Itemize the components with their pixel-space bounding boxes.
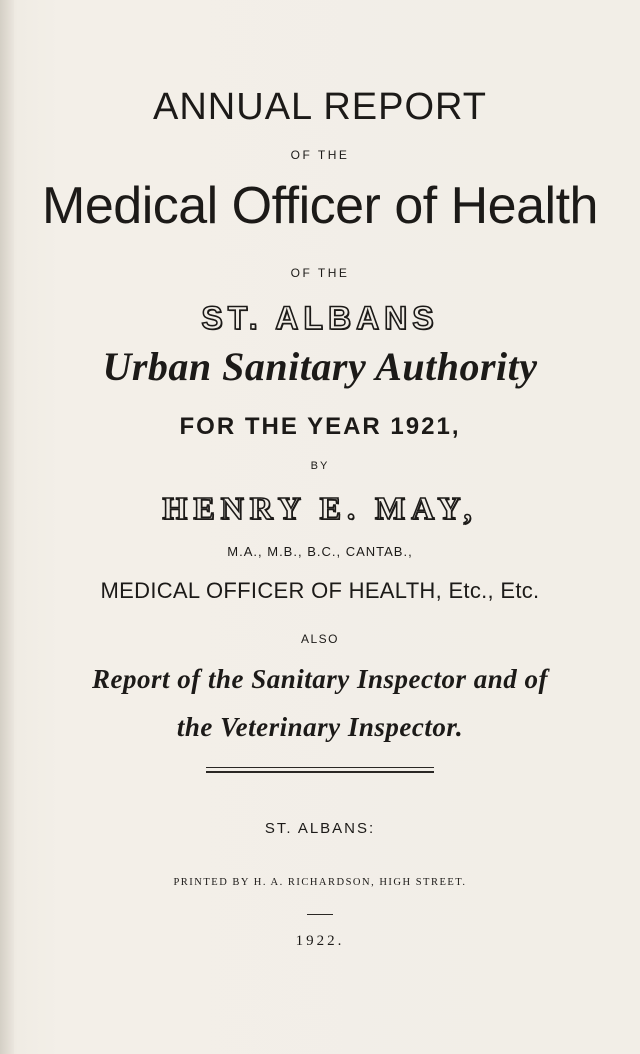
of-the-label-1: OF THE <box>290 148 350 162</box>
short-divider <box>307 914 333 915</box>
divider-rule-thin <box>206 767 434 768</box>
imprint-printer: PRINTED BY H. A. RICHARDSON, HIGH STREET. <box>173 877 467 888</box>
author-title: MEDICAL OFFICER OF HEALTH, Etc., Etc. <box>100 578 540 603</box>
supplement-line-1: Report of the Sanitary Inspector and of <box>91 664 549 694</box>
office-title: Medical Officer of Health <box>42 177 598 235</box>
authority-name: Urban Sanitary Authority <box>102 344 538 389</box>
report-period: FOR THE YEAR 1921, <box>179 413 461 440</box>
imprint-year: 1922. <box>295 933 345 949</box>
divider-rule-thick <box>206 771 434 773</box>
report-heading: ANNUAL REPORT <box>153 86 487 128</box>
place-name: ST. ALBANS <box>201 300 439 336</box>
also-label: ALSO <box>300 632 339 646</box>
by-label: BY <box>310 460 330 472</box>
supplement-line-2: the Veterinary Inspector. <box>176 712 464 742</box>
author-name: HENRY E. MAY, <box>162 490 478 526</box>
imprint-city: ST. ALBANS: <box>264 820 376 837</box>
of-the-label-2: OF THE <box>290 266 350 280</box>
author-degrees: M.A., M.B., B.C., CANTAB., <box>227 544 413 559</box>
